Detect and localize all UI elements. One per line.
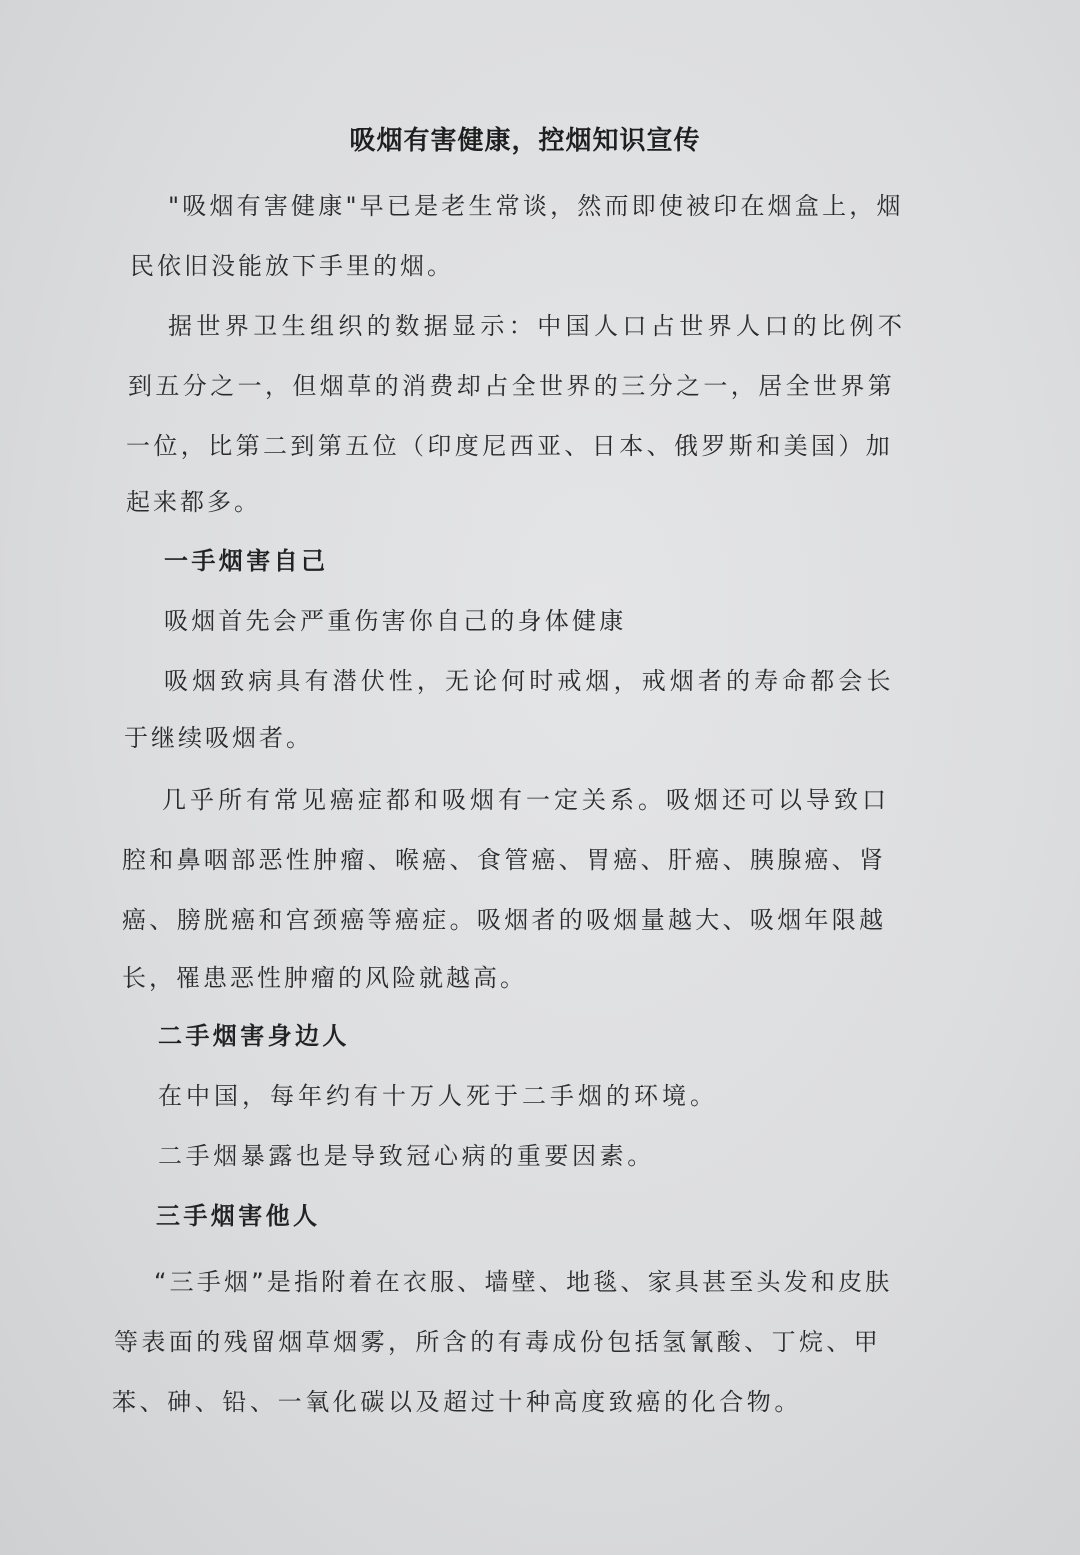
section-heading-thirdhand: 三手烟害他人 (156, 1202, 321, 1230)
paragraph-line: 等表面的残留烟草烟雾，所含的有毒成份包括氢氰酸、丁烷、甲 (114, 1328, 882, 1356)
document-title: 吸烟有害健康，控烟知识宣传 (349, 126, 701, 156)
paragraph-line: 二手烟暴露也是导致冠心病的重要因素。 (158, 1142, 655, 1170)
paragraph-line: 吸烟首先会严重伤害你自己的身体健康 (164, 607, 627, 635)
paragraph-line: 一位，比第二到第五位（印度尼西亚、日本、俄罗斯和美国）加 (126, 432, 894, 460)
paragraph-line: 吸烟致病具有潜伏性，无论何时戒烟，戒烟者的寿命都会长 (164, 667, 895, 695)
section-heading-secondhand: 二手烟害身边人 (158, 1022, 350, 1050)
paragraph-line: 到五分之一，但烟草的消费却占全世界的三分之一，居全世界第 (128, 372, 896, 400)
paragraph-line: 长，罹患恶性肿瘤的风险就越高。 (122, 964, 527, 992)
paragraph-line: 起来都多。 (126, 488, 261, 516)
paragraph-line: 苯、砷、铅、一氧化碳以及超过十种高度致癌的化合物。 (112, 1388, 802, 1416)
paragraph-line: 于继续吸烟者。 (124, 724, 313, 752)
paragraph-line: “三手烟”是指附着在衣服、墙壁、地毯、家具甚至头发和皮肤 (154, 1268, 893, 1296)
paragraph-line: 癌、膀胱癌和宫颈癌等癌症。吸烟者的吸烟量越大、吸烟年限越 (122, 906, 887, 934)
section-heading-firsthand: 一手烟害自己 (164, 547, 329, 575)
paragraph-line: 据世界卫生组织的数据显示：中国人口占世界人口的比例不 (168, 312, 907, 340)
paragraph-line: 几乎所有常见癌症都和吸烟有一定关系。吸烟还可以导致口 (162, 786, 890, 814)
paragraph-line: 民依旧没能放下手里的烟。 (130, 252, 454, 280)
paragraph-line: 在中国，每年约有十万人死于二手烟的环境。 (158, 1082, 718, 1110)
paragraph-line: 腔和鼻咽部恶性肿瘤、喉癌、食管癌、胃癌、肝癌、胰腺癌、肾 (122, 846, 887, 874)
paragraph-line: "吸烟有害健康"早已是老生常谈，然而即使被印在烟盒上，烟 (168, 192, 904, 220)
